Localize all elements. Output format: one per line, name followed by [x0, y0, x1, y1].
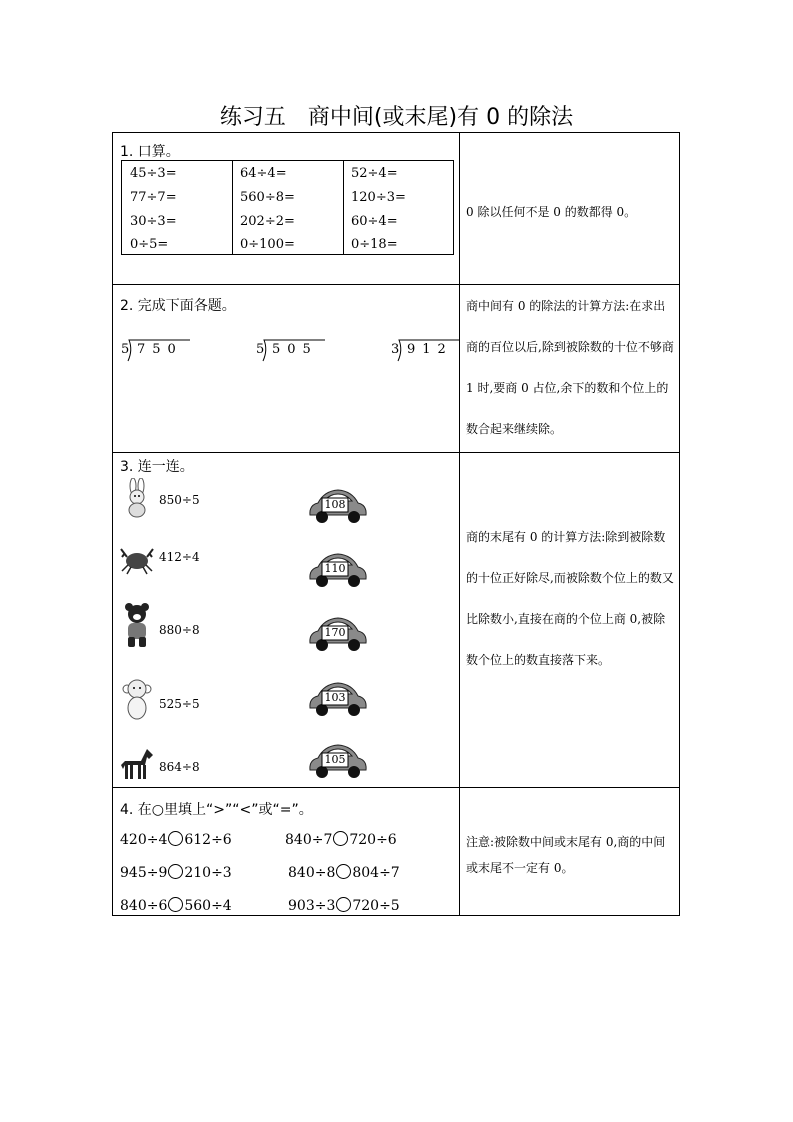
compare-left: 903÷3 [288, 898, 336, 914]
compare-item [288, 864, 400, 881]
calc-item: 0÷5= [130, 237, 169, 252]
compare-item [120, 864, 232, 881]
divisor: 3 [391, 342, 400, 357]
car-icon[interactable] [306, 613, 370, 653]
calc-item: 202÷2= [240, 214, 295, 229]
oral-calc-table [121, 160, 454, 255]
car-icon[interactable] [306, 678, 370, 718]
calc-item: 30÷3= [130, 214, 177, 229]
answer-circle[interactable] [336, 864, 351, 879]
column-divider [459, 133, 460, 915]
match-expression: 850÷5 [159, 493, 200, 507]
section1-heading: 1. 口算。 [120, 144, 180, 160]
divisor: 5 [256, 342, 265, 357]
section2-tip: 商中间有 0 的除法的计算方法:在求出商的百位以后,除到被除数的十位不够商 1 时,要商 0 占位,余下的数和个位上的数合起来继续除。 [466, 299, 674, 436]
car-number: 105 [324, 753, 346, 766]
calc-item: 120÷3= [351, 190, 406, 205]
compare-item [288, 897, 400, 914]
row-divider [113, 787, 679, 788]
car-icon[interactable] [306, 549, 370, 589]
calc-item: 60÷4= [351, 214, 398, 229]
answer-circle[interactable] [168, 897, 183, 912]
section3-tip: 商的末尾有 0 的计算方法:除到被除数的十位正好除尽,而被除数个位上的数又比除数小,直接在商的个位上商 0,被除数个位上的数直接落下来。 [466, 530, 674, 667]
page-title: 练习五 商中间(或末尾)有 0 的除法 [219, 105, 574, 130]
car-number: 170 [324, 626, 346, 639]
car-icon[interactable] [306, 485, 370, 525]
compare-left: 840÷6 [120, 898, 168, 914]
calc-item: 560÷8= [240, 190, 295, 205]
bear-icon [119, 601, 155, 651]
match-expression: 864÷8 [159, 760, 200, 774]
compare-right: 720÷5 [352, 898, 400, 914]
calc-item: 52÷4= [351, 166, 398, 181]
calc-column-divider [343, 161, 344, 254]
car-number: 108 [324, 498, 346, 511]
row-divider [113, 284, 679, 285]
calc-item: 0÷18= [351, 237, 398, 252]
section2-heading: 2. 完成下面各题。 [120, 298, 236, 314]
car-icon[interactable] [306, 740, 370, 780]
compare-right: 720÷6 [349, 832, 397, 848]
calc-column-divider [232, 161, 233, 254]
answer-circle[interactable] [336, 897, 351, 912]
compare-item [120, 831, 232, 848]
calc-item: 77÷7= [130, 190, 177, 205]
crab-icon [119, 539, 155, 579]
horse-icon [119, 745, 155, 785]
calc-item: 64÷4= [240, 166, 287, 181]
dividend: 912 [407, 342, 453, 357]
dividend: 505 [272, 342, 318, 357]
car-number: 110 [324, 562, 346, 575]
compare-right: 804÷7 [352, 865, 400, 881]
long-division-problem [256, 338, 326, 362]
answer-circle[interactable] [333, 831, 348, 846]
answer-circle[interactable] [168, 864, 183, 879]
section4-heading: 4. 在○里填上“>”“<”或“=”。 [120, 802, 313, 818]
compare-left: 945÷9 [120, 865, 168, 881]
compare-right: 210÷3 [184, 865, 232, 881]
section4-tip: 注意:被除数中间或末尾有 0,商的中间或末尾不一定有 0。 [466, 835, 666, 875]
monkey-icon [119, 676, 155, 722]
row-divider [113, 452, 679, 453]
divisor: 5 [121, 342, 130, 357]
rabbit-icon [119, 478, 155, 518]
compare-left: 840÷8 [288, 865, 336, 881]
match-expression: 525÷5 [159, 697, 200, 711]
dividend: 750 [137, 342, 183, 357]
compare-left: 420÷4 [120, 832, 168, 848]
section3-heading: 3. 连一连。 [120, 459, 194, 475]
answer-circle[interactable] [168, 831, 183, 846]
compare-left: 840÷7 [285, 832, 333, 848]
compare-right: 560÷4 [184, 898, 232, 914]
compare-right: 612÷6 [184, 832, 232, 848]
calc-item: 0÷100= [240, 237, 295, 252]
worksheet-table [112, 132, 680, 916]
long-division-problem [121, 338, 191, 362]
compare-item [285, 831, 397, 848]
long-division-problem [391, 338, 461, 362]
match-expression: 880÷8 [159, 623, 200, 637]
calc-item: 45÷3= [130, 166, 177, 181]
compare-item [120, 897, 232, 914]
section1-tip: 0 除以任何不是 0 的数都得 0。 [466, 205, 637, 219]
match-expression: 412÷4 [159, 550, 200, 564]
car-number: 103 [324, 691, 346, 704]
